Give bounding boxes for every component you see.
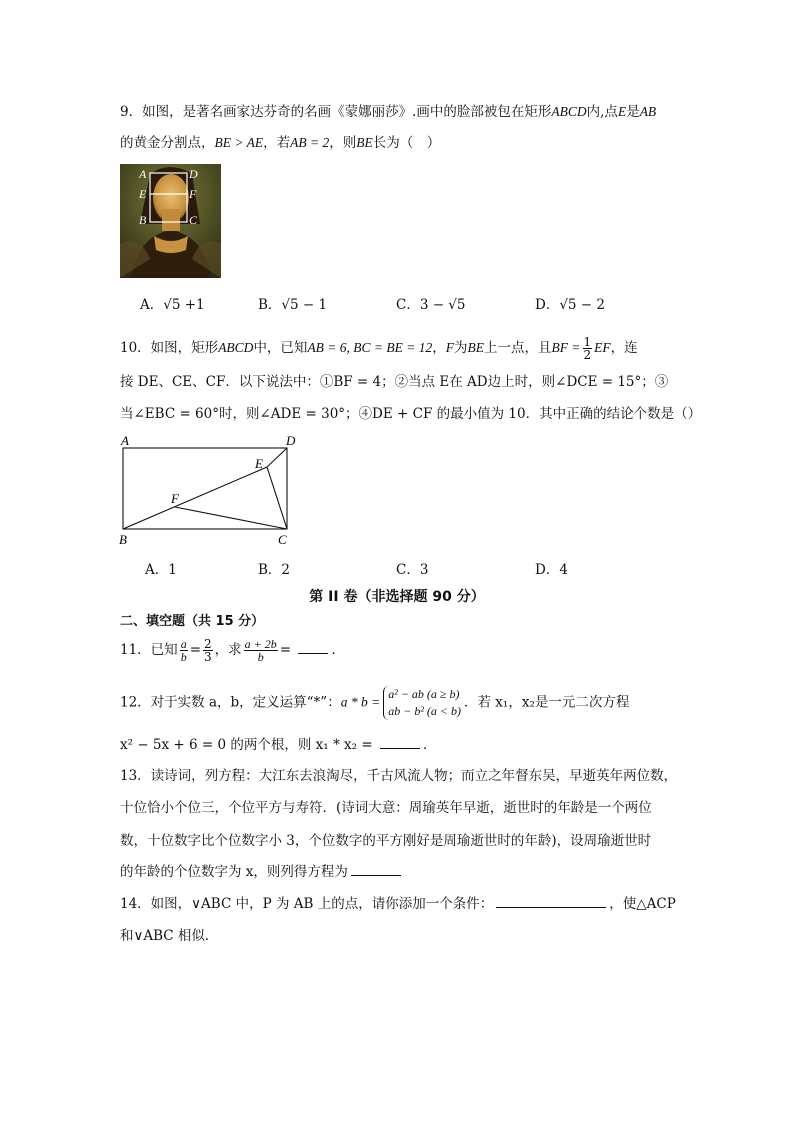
q10-option-c[interactable]: C．3 [396,562,429,578]
q9-text-e: ，若 [263,135,291,151]
mona-lisa-image [120,164,221,278]
q10-text-e: 上一点，且 [484,340,552,356]
q10-line1 [120,336,638,361]
q11-frac1-num: a [180,637,187,651]
q9-text-a: 9．如图，是著名画家达芬奇的名画《蒙娜丽莎》.画中的脸部被包在矩形 [120,104,552,120]
q10-bf: BF = [551,340,581,355]
q10-given: AB = 6, BC = BE = 12 [307,340,433,355]
q11-frac3 [244,638,278,663]
q10-option-d[interactable]: D．4 [535,562,568,578]
q11-eq: = [189,642,201,658]
q10-line3: 当∠EBC = 60°时，则∠ADE = 30°；④DE + CF 的最小值为 10．其中正确的结论个数是（） [120,406,702,422]
q10-text-f: ，连 [610,340,638,356]
q11-answer-blank[interactable] [298,652,328,654]
q12-text-a: 12．对于实数 a，b，定义运算“*”： [120,694,341,711]
q10-text-d: 为 [454,340,468,356]
q12-line2 [120,735,436,755]
q10-text-c: ， [432,340,446,356]
q9-text-d: 的黄金分割点， [120,135,215,151]
q9-be: BE [356,135,373,150]
q11-frac2 [203,638,213,663]
q10-line2: 接 DE、CE、CF．以下说法中：①BF = 4；②当点 E在 AD边上时，则∠DCE = 15°；③ [120,374,669,390]
fig-label-a: A [121,433,129,448]
portrait-label-f: F [189,187,197,201]
q9-line1 [120,102,656,122]
q12-case2: ab − b² (a < b) [388,704,462,718]
q12-line1 [120,686,629,720]
fig-label-f: F [171,491,179,506]
q11-text-a: 11．已知 [120,642,178,658]
q14-line1 [120,894,676,914]
q10-fraction [583,336,593,361]
fig-label-b: B [119,532,127,547]
q10-option-a[interactable]: A．1 [145,562,177,578]
q9-ab: AB [639,104,657,119]
q9-text-f: ，则 [329,135,357,151]
q10-option-b[interactable]: B．2 [258,562,291,578]
q9-line2 [120,133,440,153]
q9-abcd: ABCD [551,104,587,119]
q11-frac3-num: a + 2b [244,637,277,651]
q9-option-a[interactable]: A．√5 +1 [140,297,205,313]
q12-piecewise [383,686,461,720]
q10-text-b: 中，已知 [253,340,308,356]
q12-text-b: ．若 x₁，x₂是一元二次方程 [464,694,630,711]
q13-line2: 十位恰小个位三，个位平方与寿符．(诗词大意：周瑜英年早逝，逝世时的年龄是一个两位 [120,800,652,816]
section2-heading: 二、填空题（共 15 分） [120,614,265,629]
q13-line1: 13．读诗词，列方程：大江东去浪淘尽，千古风流人物；而立之年督东吴，早逝英年两位数， [120,768,678,784]
q10-abcd: ABCD [218,340,254,355]
q10-ef: EF [594,340,611,355]
q10-be: BE [467,340,485,355]
q9-option-c[interactable]: C．3 − √5 [396,297,466,313]
q11-end: ． [331,642,345,658]
q11-text-c: = [279,642,296,658]
q13-text: 的年龄的个位数字为 x，则列得方程为 [120,864,348,880]
fig-label-d: D [286,433,296,448]
q12-end: ． [422,737,437,753]
q11-frac3-den: b [257,650,264,664]
portrait-label-b: B [139,213,147,227]
q13-answer-blank[interactable] [351,874,401,876]
q9-e: E [617,104,627,119]
q10-frac-den: 2 [583,348,592,362]
q14-line2: 和∨ABC 相似． [120,928,219,944]
portrait-label-a: A [139,167,147,181]
q12-case1: a² − ab (a ≥ b) [388,687,460,701]
q11-frac1-den: b [180,650,187,664]
q11-frac2-num: 2 [204,637,212,651]
portrait-label-e: E [139,187,147,201]
q12-text-c: x² − 5x + 6 = 0 的两个根，则 x₁ * x₂ = [120,737,377,753]
q9-cond: BE > AE [214,135,264,150]
q9-ab2: AB = 2 [290,135,330,150]
q10-text-a: 10．如图，矩形 [120,340,219,356]
q13-line4 [120,862,404,882]
portrait-label-c: C [189,213,198,227]
fig-label-c: C [278,532,287,547]
q9-option-b[interactable]: B．√5 − 1 [258,297,328,313]
q12-answer-blank[interactable] [380,747,420,749]
q13-line3: 数，十位数字比个位数字小 3，个位数字的平方刚好是周瑜逝世时的年龄)，设周瑜逝世时 [120,833,652,849]
q14-text-a: 14．如图，∨ABC 中，P 为 AB 上的点，请你添加一个条件： [120,896,494,912]
q9-text-b: 内,点 [586,104,618,120]
fig-label-e: E [255,456,263,471]
portrait-label-d: D [189,167,198,181]
q10-figure [115,432,300,550]
q11-line [120,638,345,663]
q14-answer-blank[interactable] [496,906,606,908]
q11-text-b: ，求 [214,642,242,658]
q11-frac1 [180,638,188,663]
q9-text-g: 长为（ ） [372,135,441,151]
q14-text-b: ，使△ACP [609,896,676,912]
part2-heading: 第 II 卷（非选择题 90 分） [309,589,485,605]
q10-f: F [445,340,455,355]
q9-option-d[interactable]: D．√5 − 2 [535,297,605,313]
q9-text-c: 是 [626,104,640,120]
q11-frac2-den: 3 [204,650,212,664]
q12-op: a * b = [340,694,381,710]
q10-frac-num: 1 [583,335,592,349]
